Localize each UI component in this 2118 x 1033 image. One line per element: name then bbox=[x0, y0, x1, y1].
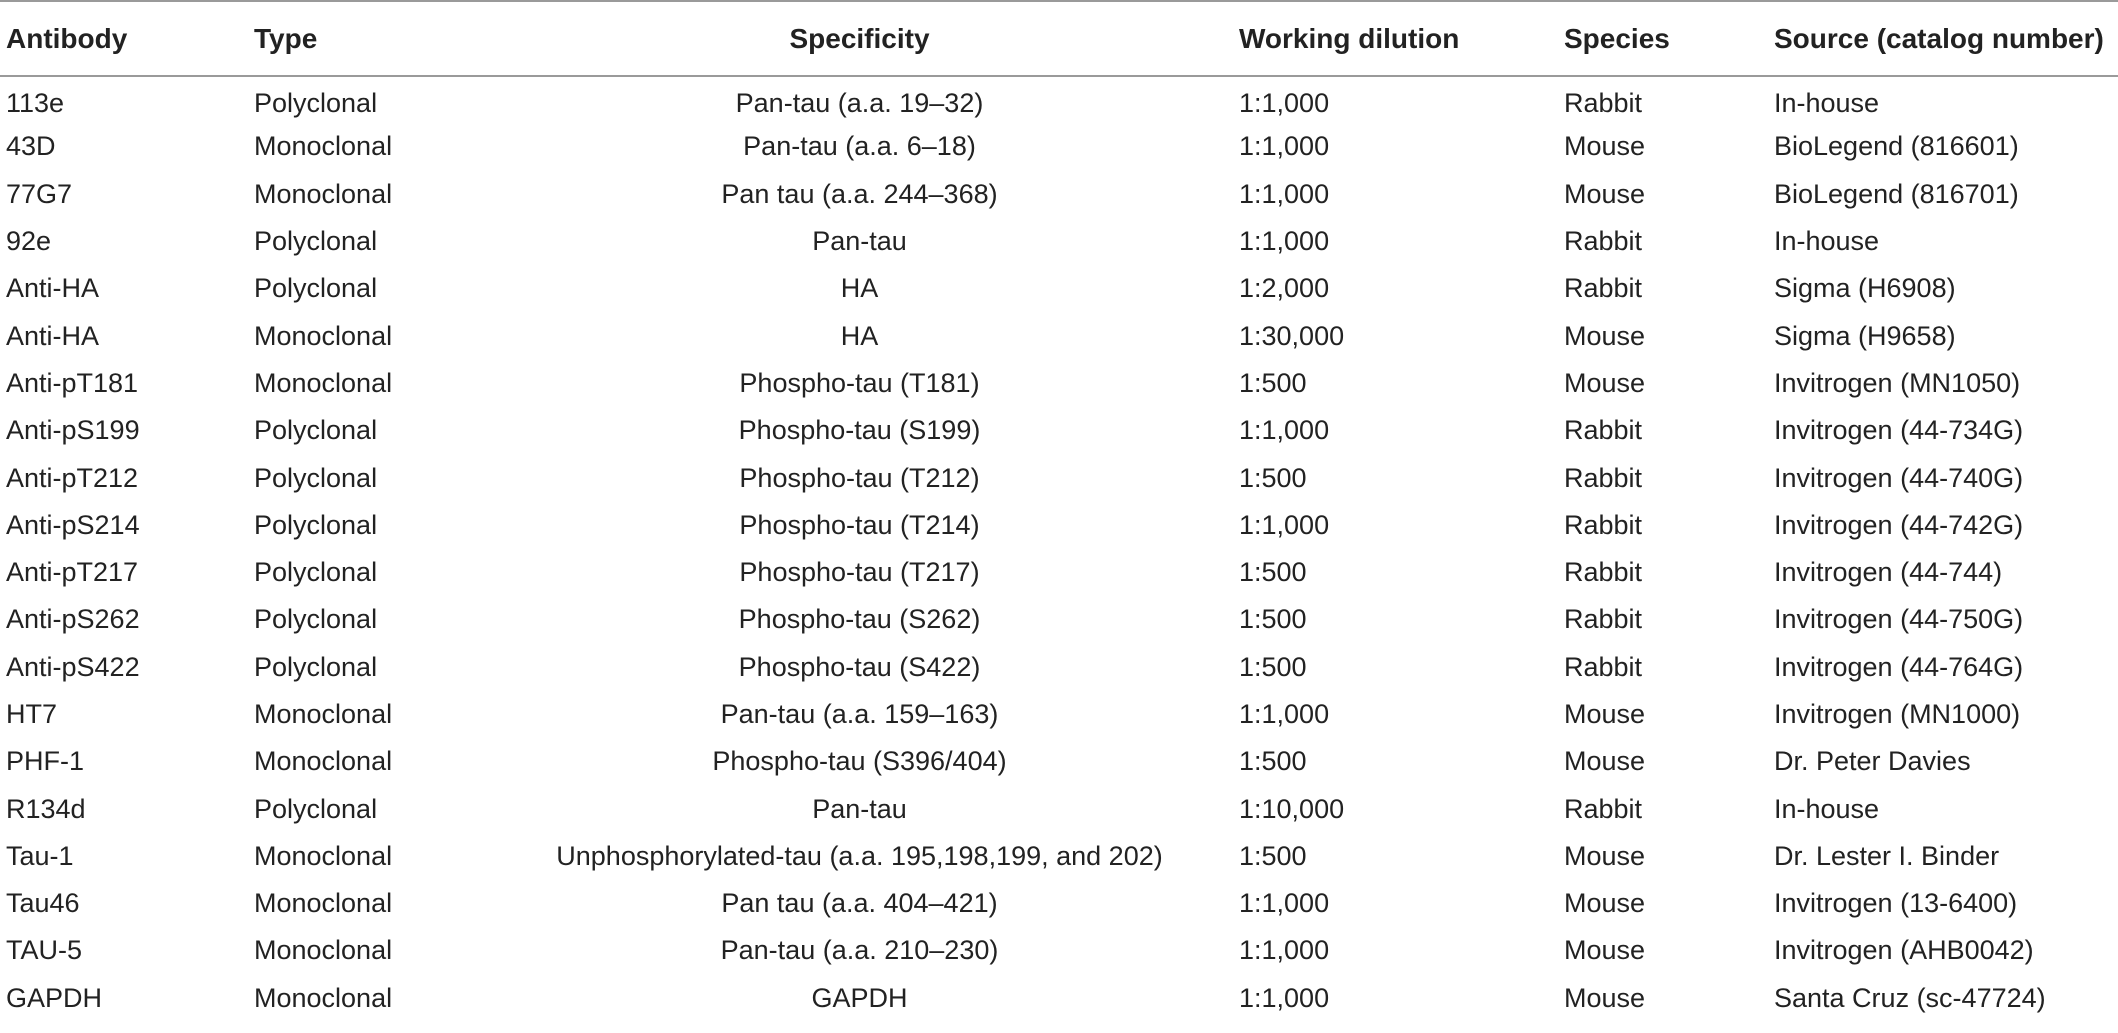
cell-antibody: Anti-HA bbox=[6, 273, 100, 304]
table-row bbox=[0, 312, 2118, 359]
table-row bbox=[0, 265, 2118, 312]
table-row bbox=[0, 407, 2118, 454]
cell-source: Invitrogen (44-750G) bbox=[1774, 604, 2024, 635]
cell-working-dilution: 1:500 bbox=[1239, 462, 1307, 493]
cell-type: Monoclonal bbox=[254, 131, 393, 162]
cell-specificity: Phospho-tau (T181) bbox=[739, 367, 980, 398]
cell-source: In-house bbox=[1774, 87, 1880, 118]
cell-species: Rabbit bbox=[1564, 273, 1643, 304]
cell-antibody: Anti-pS199 bbox=[6, 415, 140, 446]
cell-type: Monoclonal bbox=[254, 746, 393, 777]
cell-type: Monoclonal bbox=[254, 935, 393, 966]
cell-antibody: Anti-pT217 bbox=[6, 557, 139, 588]
cell-species: Rabbit bbox=[1564, 462, 1643, 493]
cell-species: Rabbit bbox=[1564, 604, 1643, 635]
cell-working-dilution: 1:1,000 bbox=[1239, 226, 1330, 257]
cell-antibody: HT7 bbox=[6, 699, 58, 729]
cell-specificity: Pan tau (a.a. 404–421) bbox=[721, 888, 998, 919]
cell-working-dilution: 1:1,000 bbox=[1239, 87, 1330, 118]
cell-species: Rabbit bbox=[1564, 87, 1643, 118]
table-body bbox=[0, 76, 2118, 1022]
cell-working-dilution: 1:2,000 bbox=[1239, 273, 1330, 304]
table-row bbox=[0, 454, 2118, 501]
cell-type: Polyclonal bbox=[254, 557, 378, 588]
cell-antibody: Anti-pS214 bbox=[6, 509, 140, 540]
cell-species: Mouse bbox=[1564, 320, 1646, 351]
cell-source: Dr. Lester I. Binder bbox=[1774, 840, 2000, 871]
cell-specificity: Pan-tau bbox=[812, 226, 907, 257]
cell-source: In-house bbox=[1774, 793, 1880, 824]
cell-working-dilution: 1:1,000 bbox=[1239, 131, 1330, 162]
cell-species: Mouse bbox=[1564, 746, 1646, 777]
cell-specificity: Phospho-tau (S262) bbox=[738, 604, 981, 635]
cell-working-dilution: 1:30,000 bbox=[1239, 320, 1345, 351]
cell-specificity: Pan-tau (a.a. 210–230) bbox=[720, 935, 999, 966]
cell-species: Mouse bbox=[1564, 131, 1646, 162]
cell-working-dilution: 1:500 bbox=[1239, 604, 1307, 635]
cell-species: Mouse bbox=[1564, 178, 1646, 209]
table-row bbox=[0, 785, 2118, 832]
cell-source: In-house bbox=[1774, 226, 1880, 257]
table-row bbox=[0, 360, 2118, 407]
cell-source: Invitrogen (MN1000) bbox=[1774, 699, 2021, 729]
header-source: Source (catalog number) bbox=[1768, 1, 2118, 76]
cell-type: Polyclonal bbox=[254, 793, 378, 824]
cell-species: Rabbit bbox=[1564, 226, 1643, 257]
cell-specificity: Phospho-tau (T212) bbox=[739, 462, 980, 493]
cell-antibody: Anti-pS262 bbox=[6, 604, 140, 635]
cell-specificity: GAPDH bbox=[811, 982, 908, 1013]
cell-source: Sigma (H9658) bbox=[1774, 320, 1956, 351]
cell-source: Invitrogen (44-734G) bbox=[1774, 415, 2024, 446]
cell-type: Polyclonal bbox=[254, 509, 378, 540]
cell-source: Santa Cruz (sc-47724) bbox=[1774, 982, 2046, 1013]
cell-species: Rabbit bbox=[1564, 509, 1643, 540]
cell-antibody: 92e bbox=[6, 226, 52, 257]
cell-species: Mouse bbox=[1564, 982, 1646, 1013]
cell-antibody: R134d bbox=[6, 793, 86, 824]
cell-type: Polyclonal bbox=[254, 651, 378, 682]
table-row bbox=[0, 123, 2118, 170]
cell-working-dilution: 1:1,000 bbox=[1239, 888, 1330, 919]
cell-working-dilution: 1:500 bbox=[1239, 746, 1307, 777]
cell-source: Invitrogen (44-740G) bbox=[1774, 462, 2024, 493]
table-row bbox=[0, 596, 2118, 643]
cell-type: Monoclonal bbox=[254, 320, 393, 351]
cell-specificity: Pan-tau bbox=[812, 793, 907, 824]
table-row bbox=[0, 880, 2118, 927]
cell-species: Mouse bbox=[1564, 699, 1646, 729]
cell-species: Rabbit bbox=[1564, 651, 1643, 682]
table-row bbox=[0, 691, 2118, 738]
cell-antibody: PHF-1 bbox=[6, 746, 85, 777]
cell-type: Monoclonal bbox=[254, 699, 393, 729]
cell-antibody: Anti-pS422 bbox=[6, 651, 140, 682]
cell-antibody: 113e bbox=[6, 87, 65, 118]
cell-species: Rabbit bbox=[1564, 415, 1643, 446]
cell-species: Mouse bbox=[1564, 888, 1646, 919]
cell-working-dilution: 1:1,000 bbox=[1239, 699, 1330, 729]
cell-working-dilution: 1:1,000 bbox=[1239, 178, 1330, 209]
cell-specificity: Phospho-tau (S396/404) bbox=[712, 746, 1007, 777]
cell-working-dilution: 1:500 bbox=[1239, 651, 1307, 682]
cell-antibody: Anti-pT212 bbox=[6, 462, 139, 493]
cell-source: Invitrogen (AHB0042) bbox=[1774, 935, 2034, 966]
cell-source: Invitrogen (44-742G) bbox=[1774, 509, 2024, 540]
cell-antibody: Tau-1 bbox=[6, 840, 74, 871]
cell-type: Polyclonal bbox=[254, 604, 378, 635]
cell-working-dilution: 1:1,000 bbox=[1239, 982, 1330, 1013]
cell-antibody: 77G7 bbox=[6, 178, 73, 209]
cell-specificity: Pan-tau (a.a. 19–32) bbox=[735, 87, 984, 118]
table-row bbox=[0, 644, 2118, 691]
cell-source: Invitrogen (MN1050) bbox=[1774, 367, 2021, 398]
table-row bbox=[0, 171, 2118, 218]
cell-source: BioLegend (816601) bbox=[1774, 131, 2019, 162]
table-row bbox=[0, 833, 2118, 880]
cell-type: Monoclonal bbox=[254, 367, 393, 398]
cell-working-dilution: 1:1,000 bbox=[1239, 509, 1330, 540]
cell-source: Sigma (H6908) bbox=[1774, 273, 1956, 304]
cell-type: Polyclonal bbox=[254, 273, 378, 304]
table-header bbox=[0, 1, 2118, 76]
cell-type: Monoclonal bbox=[254, 178, 393, 209]
cell-type: Monoclonal bbox=[254, 888, 393, 919]
cell-antibody: Tau46 bbox=[6, 888, 80, 919]
header-type: Type bbox=[248, 1, 486, 76]
table-row bbox=[0, 76, 2118, 123]
cell-source: Invitrogen (13-6400) bbox=[1774, 888, 2018, 919]
cell-type: Polyclonal bbox=[254, 87, 378, 118]
cell-antibody: Anti-HA bbox=[6, 320, 100, 351]
cell-specificity: HA bbox=[840, 273, 879, 304]
cell-species: Mouse bbox=[1564, 367, 1646, 398]
cell-specificity: Phospho-tau (T217) bbox=[739, 557, 980, 588]
cell-specificity: Pan-tau (a.a. 159–163) bbox=[720, 699, 999, 729]
cell-source: Dr. Peter Davies bbox=[1774, 746, 1971, 777]
cell-working-dilution: 1:10,000 bbox=[1239, 793, 1345, 824]
header-row bbox=[0, 1, 2118, 76]
cell-type: Monoclonal bbox=[254, 982, 393, 1013]
cell-antibody: GAPDH bbox=[6, 982, 103, 1013]
table-row bbox=[0, 738, 2118, 785]
cell-specificity: Unphosphorylated-tau (a.a. 195,198,199, and 202) bbox=[556, 840, 1163, 871]
cell-working-dilution: 1:500 bbox=[1239, 367, 1307, 398]
cell-type: Polyclonal bbox=[254, 415, 378, 446]
cell-species: Rabbit bbox=[1564, 793, 1643, 824]
cell-working-dilution: 1:1,000 bbox=[1239, 935, 1330, 966]
cell-type: Polyclonal bbox=[254, 462, 378, 493]
table-row bbox=[0, 218, 2118, 265]
cell-specificity: Pan tau (a.a. 244–368) bbox=[721, 178, 998, 209]
cell-antibody: 43D bbox=[6, 131, 56, 162]
cell-type: Monoclonal bbox=[254, 840, 393, 871]
table-row bbox=[0, 975, 2118, 1022]
cell-antibody: Anti-pT181 bbox=[6, 367, 139, 398]
cell-species: Rabbit bbox=[1564, 557, 1643, 588]
cell-specificity: HA bbox=[840, 320, 879, 351]
cell-working-dilution: 1:1,000 bbox=[1239, 415, 1330, 446]
header-antibody: Antibody bbox=[0, 1, 248, 76]
table-row bbox=[0, 927, 2118, 974]
table-row bbox=[0, 549, 2118, 596]
header-working-dilution: Working dilution bbox=[1233, 1, 1558, 76]
table-row bbox=[0, 502, 2118, 549]
cell-antibody: TAU-5 bbox=[6, 935, 83, 966]
cell-working-dilution: 1:500 bbox=[1239, 840, 1307, 871]
cell-source: Invitrogen (44-744) bbox=[1774, 557, 2003, 588]
cell-specificity: Phospho-tau (S199) bbox=[738, 415, 981, 446]
cell-specificity: Phospho-tau (T214) bbox=[739, 509, 980, 540]
cell-species: Mouse bbox=[1564, 840, 1646, 871]
cell-source: BioLegend (816701) bbox=[1774, 178, 2019, 209]
cell-source: Invitrogen (44-764G) bbox=[1774, 651, 2024, 682]
header-species: Species bbox=[1558, 1, 1768, 76]
cell-specificity: Phospho-tau (S422) bbox=[738, 651, 981, 682]
cell-species: Mouse bbox=[1564, 935, 1646, 966]
header-specificity: Specificity bbox=[486, 1, 1233, 76]
cell-working-dilution: 1:500 bbox=[1239, 557, 1307, 588]
cell-type: Polyclonal bbox=[254, 226, 378, 257]
cell-specificity: Pan-tau (a.a. 6–18) bbox=[743, 131, 976, 162]
